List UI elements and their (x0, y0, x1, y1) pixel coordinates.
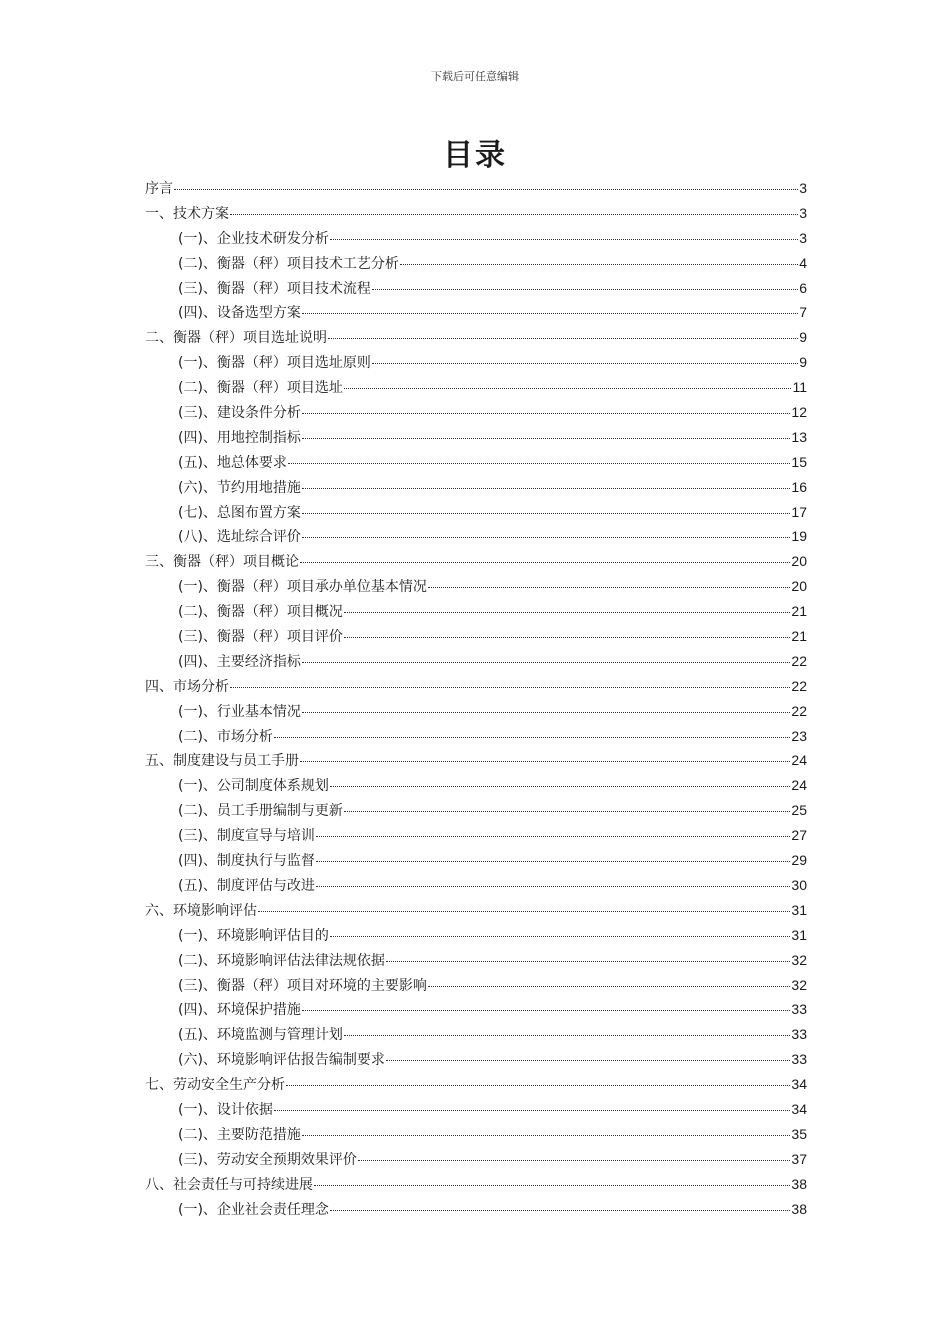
toc-entry[interactable] (145, 699, 807, 724)
toc-entry-page-number: 31 (791, 901, 807, 918)
toc-entry-page-number: 20 (791, 578, 807, 595)
toc-entry[interactable] (145, 350, 807, 375)
toc-entry-page-number: 34 (791, 1100, 807, 1117)
toc-dot-leader (302, 1121, 790, 1136)
toc-entry-page-number: 7 (799, 304, 807, 321)
toc-dot-leader (358, 1146, 790, 1161)
toc-dot-leader (300, 548, 790, 563)
toc-dot-leader (344, 374, 792, 389)
toc-entry[interactable] (145, 325, 807, 350)
toc-entry-label: 八、社会责任与可持续进展 (145, 1176, 313, 1193)
toc-entry-label: (三)、衡器（秤）项目对环境的主要影响 (178, 977, 427, 994)
toc-dot-leader (372, 275, 798, 290)
toc-entry-label: (一)、设计依据 (178, 1101, 273, 1118)
toc-entry-label: (四)、主要经济指标 (178, 653, 301, 670)
toc-entry-page-number: 20 (791, 553, 807, 570)
toc-dot-leader (302, 523, 790, 538)
toc-entry[interactable] (145, 798, 807, 823)
toc-entry[interactable] (145, 375, 807, 400)
toc-dot-leader (330, 922, 790, 937)
toc-entry[interactable] (145, 748, 807, 773)
toc-dot-leader (344, 598, 790, 613)
toc-entry-page-number: 33 (791, 1051, 807, 1068)
toc-dot-leader (428, 573, 790, 588)
toc-entry-label: (八)、选址综合评价 (178, 529, 301, 546)
toc-dot-leader (286, 1071, 790, 1086)
toc-entry-page-number: 38 (791, 1175, 807, 1192)
toc-dot-leader (372, 349, 798, 364)
toc-entry[interactable] (145, 873, 807, 898)
toc-entry-label: (二)、环境影响评估法律法规依据 (178, 952, 385, 969)
toc-entry[interactable] (145, 973, 807, 998)
toc-entry-page-number: 12 (791, 404, 807, 421)
toc-dot-leader (316, 872, 790, 887)
toc-entry[interactable] (145, 1172, 807, 1197)
toc-dot-leader (300, 747, 790, 762)
toc-entry[interactable] (145, 823, 807, 848)
toc-entry-label: 一、技术方案 (145, 205, 229, 222)
toc-entry[interactable] (145, 475, 807, 500)
toc-entry[interactable] (145, 898, 807, 923)
toc-dot-leader (302, 299, 798, 314)
toc-entry-page-number: 33 (791, 1026, 807, 1043)
toc-dot-leader (330, 1196, 790, 1211)
toc-entry[interactable] (145, 500, 807, 525)
toc-entry-page-number: 22 (791, 652, 807, 669)
toc-dot-leader (302, 698, 790, 713)
toc-entry[interactable] (145, 1097, 807, 1122)
toc-entry[interactable] (145, 997, 807, 1022)
toc-entry-label: 六、环境影响评估 (145, 902, 257, 919)
toc-entry-label: 五、制度建设与员工手册 (145, 753, 299, 770)
toc-dot-leader (274, 1096, 790, 1111)
toc-entry[interactable] (145, 923, 807, 948)
toc-entry-label: (三)、建设条件分析 (178, 405, 301, 422)
toc-dot-leader (302, 648, 790, 663)
toc-entry[interactable] (145, 1072, 807, 1097)
toc-dot-leader (344, 797, 790, 812)
toc-entry[interactable] (145, 848, 807, 873)
toc-entry[interactable] (145, 450, 807, 475)
toc-entry-label: 三、衡器（秤）项目概论 (145, 554, 299, 571)
toc-entry[interactable] (145, 226, 807, 251)
toc-dot-leader (386, 1046, 790, 1061)
toc-dot-leader (316, 822, 790, 837)
toc-entry-label: (六)、节约用地措施 (178, 479, 301, 496)
toc-entry-page-number: 25 (791, 802, 807, 819)
toc-entry[interactable] (145, 599, 807, 624)
toc-entry-page-number: 35 (791, 1125, 807, 1142)
toc-dot-leader (344, 1021, 790, 1036)
toc-entry-label: (四)、环境保护措施 (178, 1002, 301, 1019)
toc-entry-label: (三)、劳动安全预期效果评价 (178, 1151, 357, 1168)
toc-dot-leader (302, 474, 790, 489)
toc-dot-leader (302, 399, 790, 414)
toc-entry-page-number: 15 (791, 453, 807, 470)
toc-entry[interactable] (145, 276, 807, 301)
toc-dot-leader (258, 897, 790, 912)
toc-dot-leader (230, 200, 798, 215)
toc-entry[interactable] (145, 201, 807, 226)
toc-entry-page-number: 22 (791, 702, 807, 719)
toc-entry-page-number: 37 (791, 1150, 807, 1167)
toc-entry-label: (三)、衡器（秤）项目技术流程 (178, 280, 371, 297)
page-title: 目录 (443, 138, 507, 173)
toc-entry-page-number: 34 (791, 1076, 807, 1093)
toc-entry-page-number: 38 (791, 1200, 807, 1217)
toc-entry[interactable] (145, 574, 807, 599)
toc-entry-label: (二)、衡器（秤）项目概况 (178, 604, 343, 621)
toc-entry[interactable] (145, 1047, 807, 1072)
toc-entry[interactable] (145, 524, 807, 549)
toc-entry-label: (四)、用地控制指标 (178, 429, 301, 446)
toc-entry-page-number: 29 (791, 852, 807, 869)
toc-entry-label: (二)、主要防范措施 (178, 1126, 301, 1143)
toc-entry-label: 二、衡器（秤）项目选址说明 (145, 330, 327, 347)
toc-entry-page-number: 3 (799, 204, 807, 221)
toc-entry-page-number: 16 (791, 478, 807, 495)
toc-entry-page-number: 4 (799, 254, 807, 271)
toc-entry-label: (三)、衡器（秤）项目评价 (178, 629, 343, 646)
toc-entry[interactable] (145, 176, 807, 201)
toc-entry-page-number: 32 (791, 976, 807, 993)
toc-entry-label: (一)、行业基本情况 (178, 703, 301, 720)
toc-entry[interactable] (145, 1022, 807, 1047)
toc-entry-label: (五)、环境监测与管理计划 (178, 1027, 343, 1044)
toc-entry-label: (四)、设备选型方案 (178, 305, 301, 322)
toc-entry[interactable] (145, 773, 807, 798)
toc-entry-page-number: 21 (791, 603, 807, 620)
toc-dot-leader (302, 996, 790, 1011)
toc-dot-leader (330, 772, 790, 787)
toc-entry-label: (一)、环境影响评估目的 (178, 927, 329, 944)
toc-entry-page-number: 23 (791, 727, 807, 744)
toc-entry-page-number: 30 (791, 876, 807, 893)
toc-entry-label: (三)、制度宣导与培训 (178, 828, 315, 845)
table-of-contents (145, 176, 807, 1221)
toc-entry-page-number: 21 (791, 628, 807, 645)
toc-entry-label: (四)、制度执行与监督 (178, 853, 315, 870)
toc-entry[interactable] (145, 674, 807, 699)
toc-entry-page-number: 24 (791, 777, 807, 794)
toc-entry[interactable] (145, 624, 807, 649)
toc-entry-page-number: 31 (791, 926, 807, 943)
toc-entry-page-number: 32 (791, 951, 807, 968)
toc-entry-label: (一)、企业技术研发分析 (178, 230, 329, 247)
toc-entry[interactable] (145, 300, 807, 325)
toc-entry-page-number: 9 (799, 329, 807, 346)
toc-dot-leader (400, 250, 798, 265)
toc-dot-leader (316, 847, 790, 862)
toc-dot-leader (288, 449, 790, 464)
toc-entry-page-number: 3 (799, 229, 807, 246)
toc-entry-page-number: 22 (791, 677, 807, 694)
toc-dot-leader (330, 225, 798, 240)
toc-entry-page-number: 19 (791, 528, 807, 545)
toc-dot-leader (328, 324, 798, 339)
toc-entry-page-number: 27 (791, 827, 807, 844)
toc-entry-label: (二)、员工手册编制与更新 (178, 803, 343, 820)
toc-dot-leader (302, 499, 790, 514)
toc-entry-page-number: 11 (792, 379, 807, 396)
toc-entry-label: (二)、衡器（秤）项目技术工艺分析 (178, 255, 399, 272)
toc-dot-leader (274, 723, 790, 738)
toc-entry-label: (五)、制度评估与改进 (178, 877, 315, 894)
toc-entry-label: (一)、企业社会责任理念 (178, 1201, 329, 1218)
toc-entry[interactable] (145, 948, 807, 973)
toc-entry[interactable] (145, 549, 807, 574)
toc-dot-leader (428, 972, 790, 987)
toc-dot-leader (386, 947, 790, 962)
toc-entry[interactable] (145, 251, 807, 276)
toc-entry-page-number: 24 (791, 752, 807, 769)
toc-entry[interactable] (145, 1122, 807, 1147)
toc-entry[interactable] (145, 1197, 807, 1222)
toc-entry-label: (二)、市场分析 (178, 728, 273, 745)
toc-entry[interactable] (145, 400, 807, 425)
toc-entry-page-number: 3 (799, 180, 807, 196)
toc-entry[interactable] (145, 724, 807, 749)
toc-entry-label: 七、劳动安全生产分析 (145, 1077, 285, 1094)
toc-entry-label: (六)、环境影响评估报告编制要求 (178, 1052, 385, 1069)
toc-entry-page-number: 9 (799, 354, 807, 371)
toc-dot-leader (314, 1171, 790, 1186)
toc-entry-label: (七)、总图布置方案 (178, 504, 301, 521)
toc-entry-label: (一)、衡器（秤）项目承办单位基本情况 (178, 579, 427, 596)
toc-entry-page-number: 6 (799, 279, 807, 296)
toc-dot-leader (344, 623, 790, 638)
toc-entry[interactable] (145, 425, 807, 450)
toc-entry[interactable] (145, 649, 807, 674)
toc-entry-label: (五)、地总体要求 (178, 454, 287, 471)
toc-entry-label: 序言 (145, 181, 173, 197)
toc-entry-page-number: 33 (791, 1001, 807, 1018)
toc-dot-leader (174, 175, 798, 190)
toc-dot-leader (230, 673, 790, 688)
toc-dot-leader (302, 424, 790, 439)
toc-entry-label: (一)、公司制度体系规划 (178, 778, 329, 795)
toc-entry-label: 四、市场分析 (145, 678, 229, 695)
toc-entry-page-number: 17 (791, 503, 807, 520)
toc-entry-label: (一)、衡器（秤）项目选址原则 (178, 355, 371, 372)
toc-entry[interactable] (145, 1147, 807, 1172)
header-note: 下载后可任意编辑 (431, 70, 519, 83)
toc-entry-label: (二)、衡器（秤）项目选址 (178, 380, 343, 397)
toc-entry-page-number: 13 (791, 428, 807, 445)
